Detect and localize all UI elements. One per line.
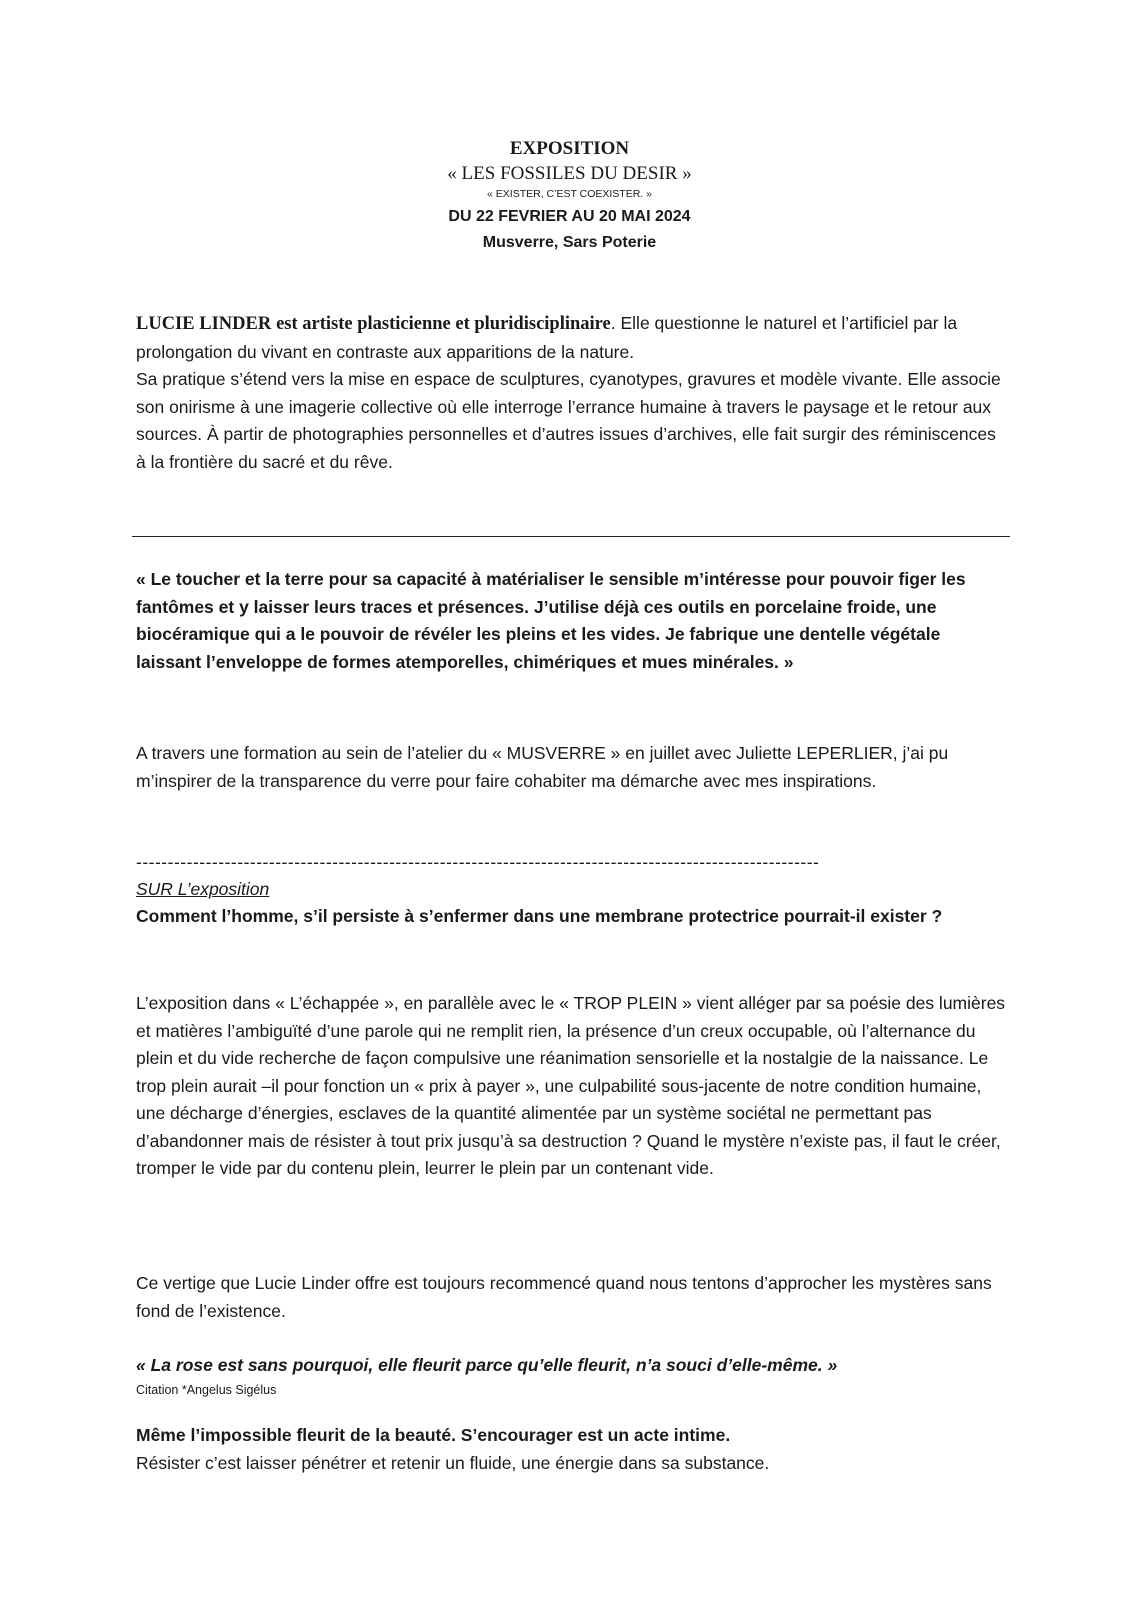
section-label: SUR L’exposition <box>136 879 270 899</box>
exhibition-paragraph: L’exposition dans « L’échappée », en parallèle avec le « TROP PLEIN » vient alléger par sa poésie des lumières et matières l’ambiguïté d’une parole qui ne remplit rien, la présence d’un creux occupable, où l’alternance du plein et du vide recherche de façon compulsive une réanimation sensorielle et la nostalgie de la naissance. Le trop plein aurait –il pour fonction un « prix à payer », une culpabilité sous-jacente de notre condition humaine, une décharge d’énergies, esclaves de la quantité alimentée par un système sociétal ne permettant pas d’abandonner mais de résister à tout prix jusqu’à sa destruction ? Quand le mystère n’existe pas, il faut le créer, tromper le vide par du contenu plein, leurrer le plein par un contenant vide. <box>136 993 1006 1178</box>
intro-text-2: Sa pratique s’étend vers la mise en espace de sculptures, cyanotypes, gravures et modèle vivante. Elle associe son onirisme à une imagerie collective où elle interroge l’errance humaine à travers le paysage et le retour aux sources. À partir de photographies personnelles et d’autres issues d’archives, elle fait surgir des réminiscences à la frontière du sacré et du rêve. <box>136 369 1001 472</box>
closing-text: Résister c’est laisser pénétrer et retenir un fluide, une énergie dans sa substance. <box>136 1453 770 1473</box>
rose-quote: « La rose est sans pourquoi, elle fleurit parce qu’elle fleurit, n’a souci d’elle-même. » <box>136 1355 838 1375</box>
artist-quote: « Le toucher et la terre pour sa capacité à matérialiser le sensible m’intéresse pour pouvoir figer les fantômes et y laisser leurs traces et présences. J’utilise déjà ces outils en porcelaine froide, une biocéramique qui a le pouvoir de révéler les pleins et les vides. Je fabrique une dentelle végétale laissant l’enveloppe de formes atemporelles, chimériques et mues minérales. » <box>136 569 966 672</box>
formation-paragraph: A travers une formation au sein de l’atelier du « MUSVERRE » en juillet avec Juliette LEPERLIER, j’ai pu m’inspirer de la transparence du verre pour faire cohabiter ma démarche avec mes inspirations. <box>136 743 949 791</box>
exhibition-dates: DU 22 FEVRIER AU 20 MAI 2024 <box>448 208 691 225</box>
exhibition-subtitle: « LES FOSSILES DU DESIR » <box>447 163 692 184</box>
exhibition-title: EXPOSITION <box>509 138 630 159</box>
citation: Citation *Angelus Sigélus <box>136 1383 277 1397</box>
closing-title: Même l’impossible fleurit de la beauté. S’encourager est un acte intime. <box>136 1425 731 1445</box>
artist-name: LUCIE LINDER <box>136 314 272 334</box>
artist-role: est artiste plasticienne et pluridisciplinaire <box>276 314 611 334</box>
dashed-separator: ------------------------------------------------------------------------------------------------------------ <box>136 852 820 872</box>
vertigo-paragraph: Ce vertige que Lucie Linder offre est toujours recommencé quand nous tentons d’approcher les mystères sans fond de l’existence. <box>136 1273 992 1321</box>
horizontal-rule <box>132 536 1010 537</box>
intro-text: . Elle questionne le naturel et l’artificiel par la prolongation du vivant en contraste aux apparitions de la nature. <box>136 313 958 362</box>
header-block <box>0 136 1139 255</box>
intro-paragraph <box>136 310 1006 476</box>
section-question: Comment l’homme, s’il persiste à s’enfermer dans une membrane protectrice pourrait-il exister ? <box>136 906 943 926</box>
exhibition-tagline: « EXISTER, C’EST COEXISTER. » <box>487 188 652 200</box>
exhibition-place: Musverre, Sars Poterie <box>482 234 657 251</box>
